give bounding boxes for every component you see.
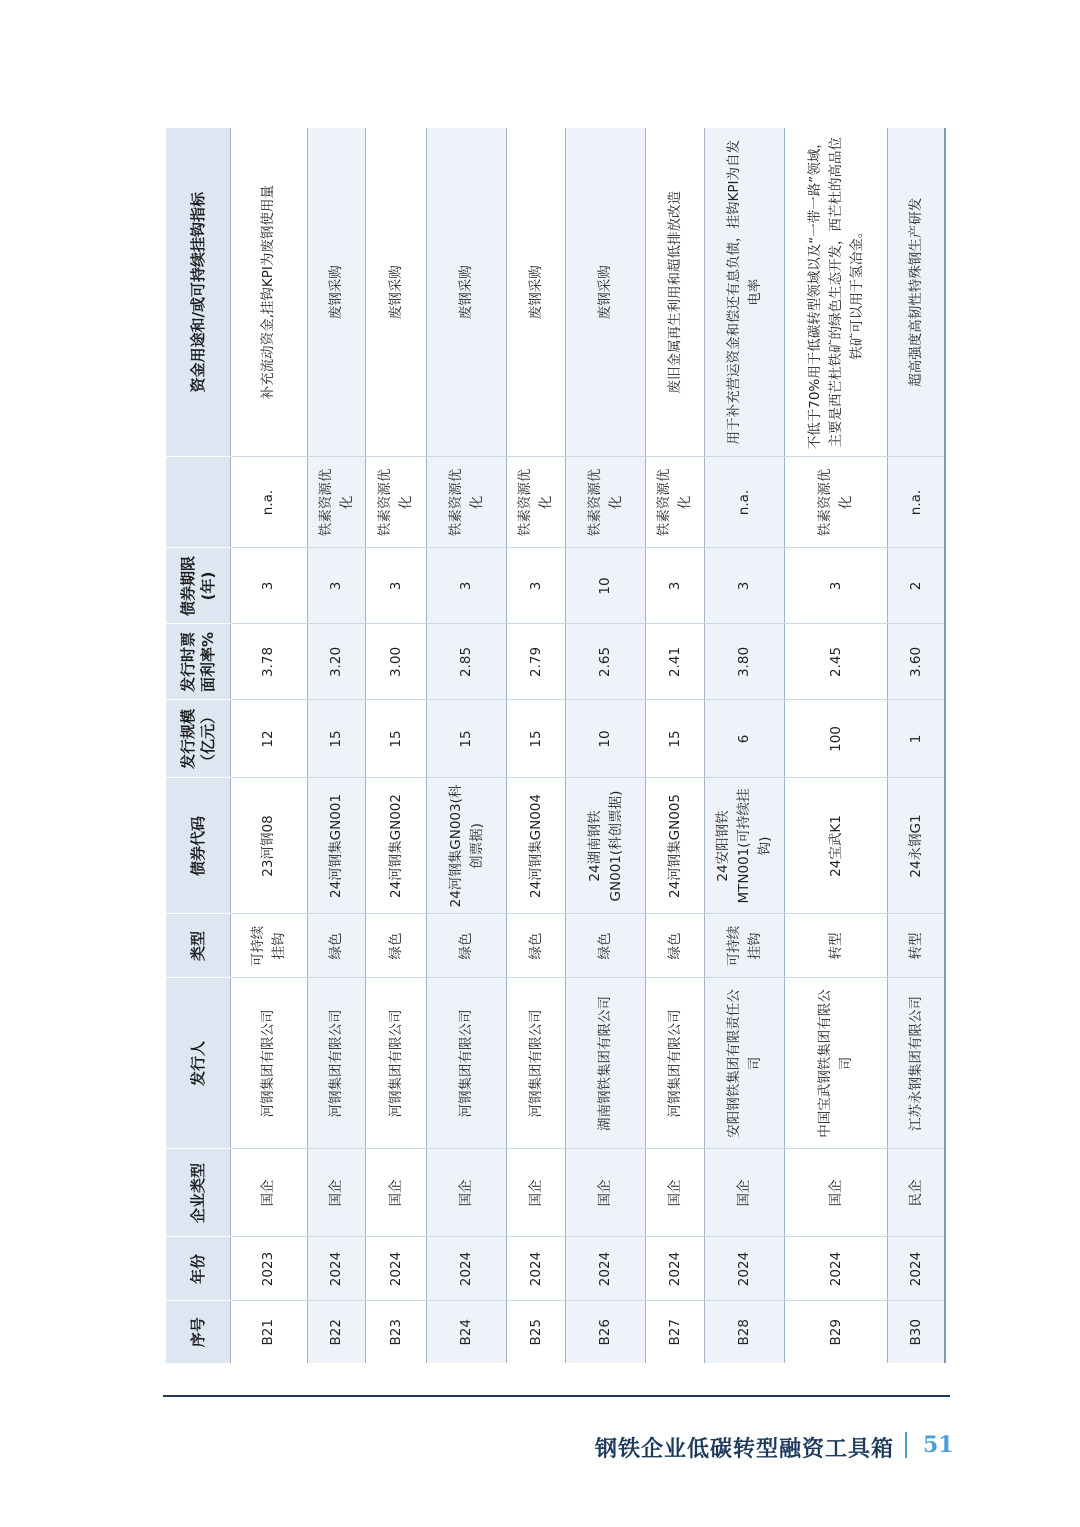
cell-scale: 15 <box>308 700 366 778</box>
cell-area: n.a. <box>888 457 945 548</box>
cell-bond-code: 24河钢集GN004 <box>507 778 565 914</box>
cell-bond-code: 24安阳钢铁MTN001(可持续挂钩) <box>704 778 785 914</box>
cell-term: 3 <box>308 548 366 624</box>
cell-use-of-proceeds: 废钢采购 <box>308 128 366 457</box>
cell-area: n.a. <box>230 457 308 548</box>
cell-coupon-rate: 3.00 <box>366 624 426 700</box>
cell-enterprise-type: 民企 <box>888 1149 945 1237</box>
cell-seq: B27 <box>646 1301 704 1363</box>
cell-term: 3 <box>230 548 308 624</box>
cell-area: 铁素资源优化 <box>565 457 646 548</box>
cell-use-of-proceeds: 超高强度高韧性特殊钢生产研发 <box>888 128 945 457</box>
cell-coupon-rate: 3.78 <box>230 624 308 700</box>
cell-coupon-rate: 2.65 <box>565 624 646 700</box>
cell-term: 3 <box>507 548 565 624</box>
cell-use-of-proceeds: 废钢采购 <box>527 265 544 320</box>
cell-bond-code: 24永钢G1 <box>888 778 945 914</box>
cell-scale: 15 <box>426 700 507 778</box>
cell-seq: B24 <box>426 1301 507 1363</box>
table-row <box>426 128 507 1363</box>
cell-seq: B23 <box>366 1301 426 1363</box>
cell-type: 绿色 <box>646 914 704 978</box>
cell-scale: 15 <box>366 700 426 778</box>
cell-seq: B28 <box>704 1301 785 1363</box>
header-scale: 发行规模（亿元） <box>166 700 230 778</box>
header-coupon-rate: 发行时票面利率% <box>166 624 230 700</box>
cell-scale: 15 <box>646 700 704 778</box>
cell-year: 2024 <box>704 1237 785 1301</box>
cell-use-of-proceeds: 补充流动资金,挂钩KPI为废钢使用量 <box>260 185 277 400</box>
cell-seq: B25 <box>507 1301 565 1363</box>
cell-area: 铁素资源优化 <box>646 457 704 548</box>
cell-scale: 1 <box>888 700 945 778</box>
table-row <box>308 128 366 1363</box>
cell-bond-code: 23河钢08 <box>230 778 308 914</box>
cell-year: 2024 <box>507 1237 565 1301</box>
cell-year: 2024 <box>426 1237 507 1301</box>
cell-term: 3 <box>366 548 426 624</box>
cell-bond-code: 24河钢集GN005 <box>646 778 704 914</box>
cell-coupon-rate: 3.60 <box>888 624 945 700</box>
cell-use-of-proceeds: 不低于70%用于低碳转型领域以及“一带一路”领域，主要是西芒杜铁矿的绿色生态开发，西芒杜的高品位铁矿可以用于氢冶金。 <box>806 135 865 450</box>
cell-year: 2023 <box>230 1237 308 1301</box>
cell-bond-code: 24湖南钢铁GN001(科创票据) <box>565 778 646 914</box>
table-row <box>785 128 888 1363</box>
cell-coupon-rate: 2.41 <box>646 624 704 700</box>
cell-issuer: 河钢集团有限公司 <box>426 978 507 1149</box>
cell-year: 2024 <box>565 1237 646 1301</box>
cell-seq: B26 <box>565 1301 646 1363</box>
header-type: 类型 <box>166 914 230 978</box>
page-number: 51 <box>923 1432 954 1458</box>
cell-seq: B21 <box>230 1301 308 1363</box>
cell-coupon-rate: 3.20 <box>308 624 366 700</box>
bond-table <box>166 128 946 1363</box>
header-area <box>166 457 230 548</box>
cell-enterprise-type: 国企 <box>646 1149 704 1237</box>
cell-enterprise-type: 国企 <box>507 1149 565 1237</box>
cell-coupon-rate: 2.85 <box>426 624 507 700</box>
cell-use-of-proceeds: 废钢采购 <box>565 128 646 457</box>
cell-issuer: 河钢集团有限公司 <box>230 978 308 1149</box>
cell-type: 绿色 <box>308 914 366 978</box>
cell-scale: 100 <box>785 700 888 778</box>
cell-year: 2024 <box>308 1237 366 1301</box>
cell-issuer: 湖南钢铁集团有限公司 <box>565 978 646 1149</box>
footer-separator <box>905 1432 907 1458</box>
cell-area: 铁素资源优化 <box>785 457 888 548</box>
cell-issuer: 中国宝武钢铁集团有限公司 <box>785 978 888 1149</box>
cell-type: 绿色 <box>426 914 507 978</box>
cell-term: 3 <box>426 548 507 624</box>
cell-bond-code: 24河钢集GN003(科创票据) <box>426 778 507 914</box>
table-header-row <box>166 128 230 1363</box>
cell-term: 2 <box>888 548 945 624</box>
cell-area: 铁素资源优化 <box>426 457 507 548</box>
cell-seq: B30 <box>888 1301 945 1363</box>
cell-type: 绿色 <box>565 914 646 978</box>
cell-coupon-rate: 2.45 <box>785 624 888 700</box>
cell-enterprise-type: 国企 <box>426 1149 507 1237</box>
table-row <box>888 128 945 1363</box>
cell-enterprise-type: 国企 <box>308 1149 366 1237</box>
cell-bond-code: 24宝武K1 <box>785 778 888 914</box>
cell-type: 可持续挂钩 <box>230 914 308 978</box>
header-issuer: 发行人 <box>166 978 230 1149</box>
cell-enterprise-type: 国企 <box>785 1149 888 1237</box>
cell-issuer: 河钢集团有限公司 <box>366 978 426 1149</box>
cell-bond-code: 24河钢集GN001 <box>308 778 366 914</box>
cell-area: 铁素资源优化 <box>366 457 426 548</box>
cell-year: 2024 <box>366 1237 426 1301</box>
cell-issuer: 河钢集团有限公司 <box>308 978 366 1149</box>
cell-type: 转型 <box>888 914 945 978</box>
cell-issuer: 河钢集团有限公司 <box>646 978 704 1149</box>
header-seq: 序号 <box>166 1301 230 1363</box>
cell-scale: 12 <box>230 700 308 778</box>
cell-type: 绿色 <box>507 914 565 978</box>
table-row <box>646 128 704 1363</box>
cell-term: 3 <box>646 548 704 624</box>
cell-type: 绿色 <box>366 914 426 978</box>
cell-issuer: 安阳钢铁集团有限责任公司 <box>704 978 785 1149</box>
footer-rule <box>163 1395 950 1397</box>
header-year: 年份 <box>166 1237 230 1301</box>
cell-year: 2024 <box>785 1237 888 1301</box>
header-bond-code: 债券代码 <box>166 778 230 914</box>
table-row <box>507 128 565 1363</box>
cell-area: 铁素资源优化 <box>507 457 565 548</box>
header-use-of-proceeds: 资金用途和/或可持续挂钩指标 <box>166 128 230 457</box>
cell-bond-code: 24河钢集GN002 <box>366 778 426 914</box>
cell-enterprise-type: 国企 <box>366 1149 426 1237</box>
rotated-table-container <box>166 128 946 1363</box>
cell-enterprise-type: 国企 <box>230 1149 308 1237</box>
cell-term: 3 <box>785 548 888 624</box>
cell-use-of-proceeds: 用于补充营运资金和偿还有息负债，挂钩KPI为自发电率 <box>704 128 785 457</box>
header-term: 债券期限(年) <box>166 548 230 624</box>
table-row <box>230 128 308 1363</box>
cell-coupon-rate: 3.80 <box>704 624 785 700</box>
table-body <box>230 128 945 1363</box>
cell-scale: 6 <box>704 700 785 778</box>
footer-title: 钢铁企业低碳转型融资工具箱 <box>594 1437 894 1462</box>
cell-scale: 10 <box>565 700 646 778</box>
cell-term: 10 <box>565 548 646 624</box>
cell-coupon-rate: 2.79 <box>507 624 565 700</box>
cell-seq: B22 <box>308 1301 366 1363</box>
cell-issuer: 江苏永钢集团有限公司 <box>888 978 945 1149</box>
cell-use-of-proceeds: 废钢采购 <box>387 265 404 320</box>
cell-area: 铁素资源优化 <box>308 457 366 548</box>
cell-area: n.a. <box>704 457 785 548</box>
cell-scale: 15 <box>507 700 565 778</box>
cell-type: 转型 <box>785 914 888 978</box>
table-row <box>366 128 426 1363</box>
cell-use-of-proceeds: 废旧金属再生利用和超低排放改造 <box>666 191 683 394</box>
cell-year: 2024 <box>646 1237 704 1301</box>
cell-seq: B29 <box>785 1301 888 1363</box>
table-row <box>704 128 785 1363</box>
cell-term: 3 <box>704 548 785 624</box>
cell-enterprise-type: 国企 <box>565 1149 646 1237</box>
cell-use-of-proceeds: 废钢采购 <box>426 128 507 457</box>
cell-issuer: 河钢集团有限公司 <box>507 978 565 1149</box>
cell-enterprise-type: 国企 <box>704 1149 785 1237</box>
cell-type: 可持续挂钩 <box>704 914 785 978</box>
cell-year: 2024 <box>888 1237 945 1301</box>
header-enterprise-type: 企业类型 <box>166 1149 230 1237</box>
table-row <box>565 128 646 1363</box>
